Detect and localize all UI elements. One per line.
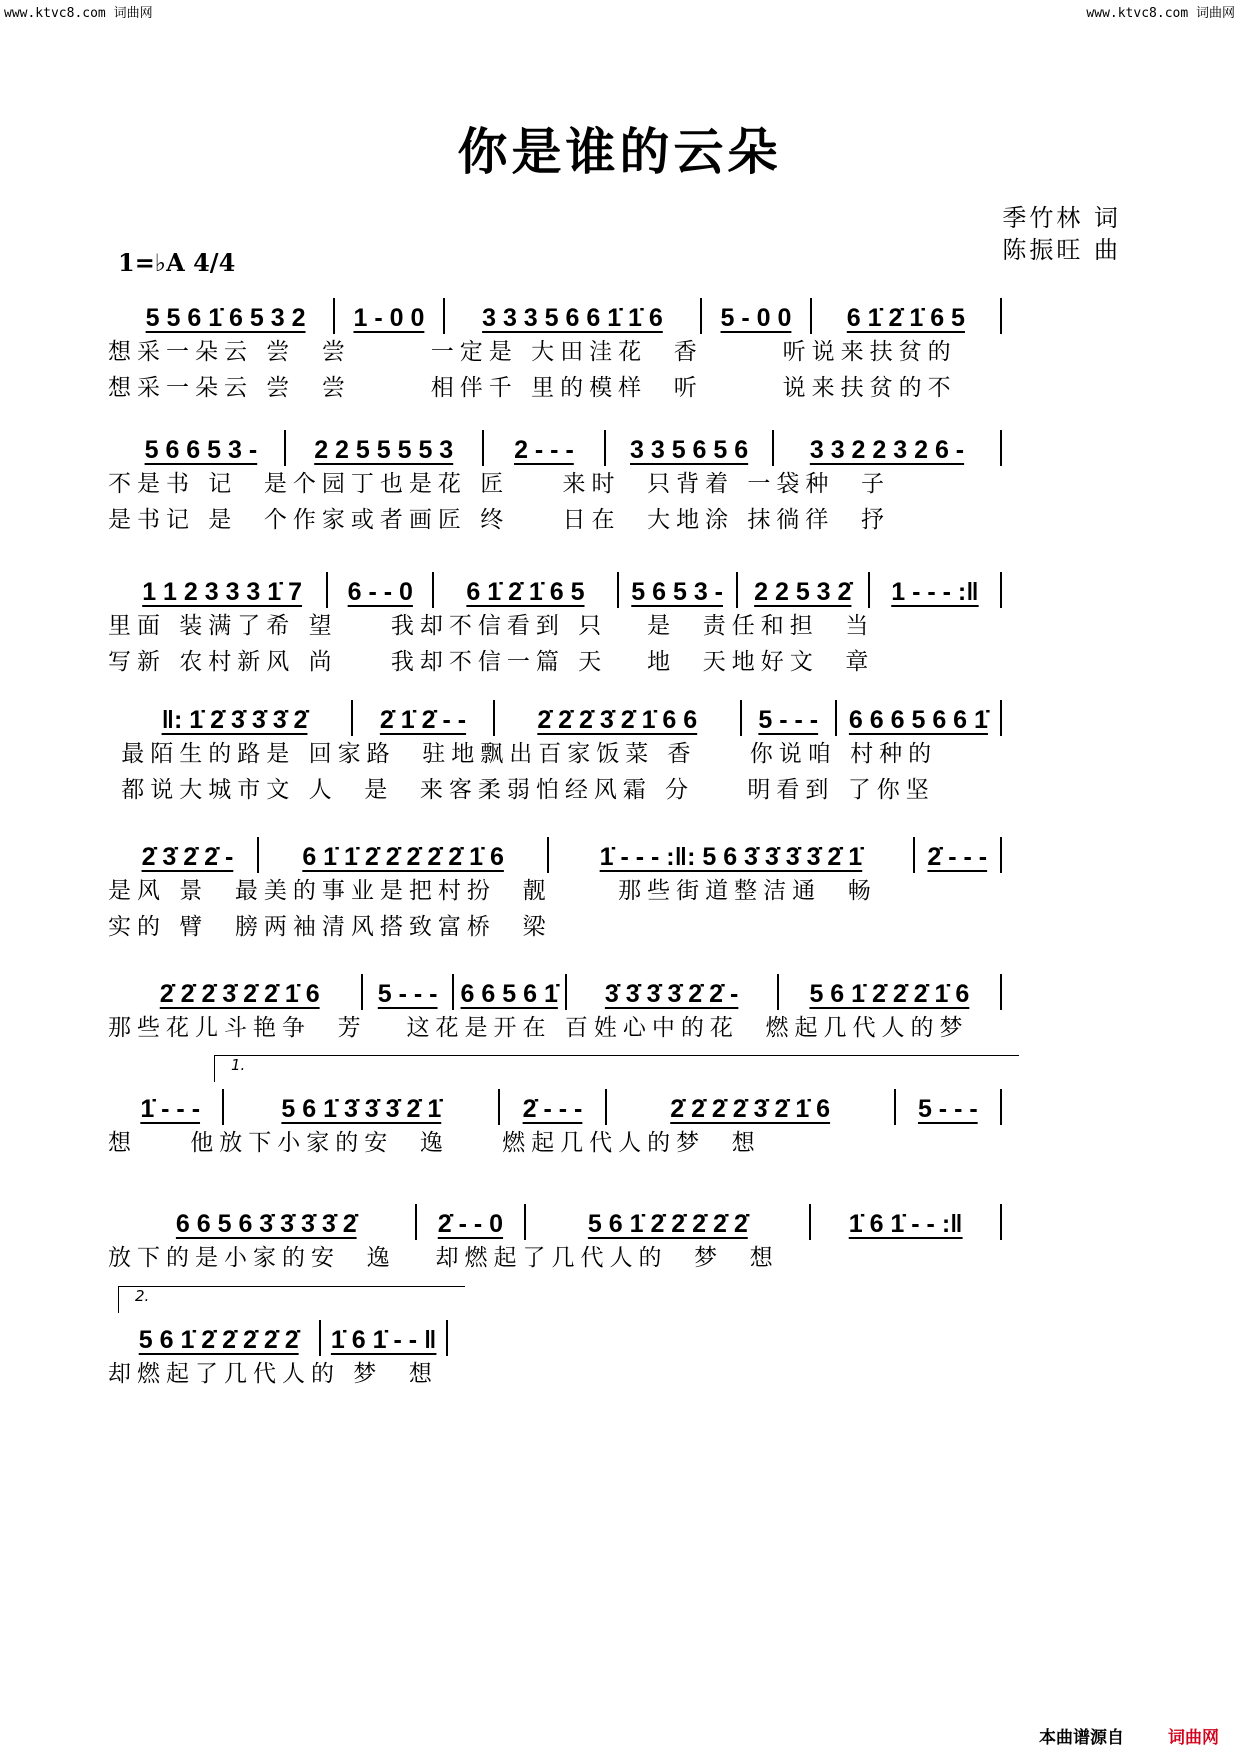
measure: 6 6 6 5 6 6 1̇: [837, 700, 1002, 736]
measure: 6 - - 0: [328, 572, 434, 608]
measure: 2̇ 2̇ 2̇ 3̇ 2̇ 2̇ 1̇ 6: [118, 974, 363, 1010]
notes-line: [118, 1204, 1002, 1240]
measure: 5 5 6 1̇ 6 5 3 2: [118, 298, 335, 334]
notes-line: [118, 1089, 1002, 1125]
lyrics-verse-2: 是书记 是 个作家或者画匠 终 日在 大地涂 抹徜徉 抒: [108, 507, 891, 533]
lyrics-verse-1: 放下的是小家的安 逸 却燃起了几代人的 梦 想: [108, 1245, 779, 1271]
lyrics-verse-1: 最陌生的路是 回家路 驻地飘出百家饭菜 香 你说咱 村种的: [108, 741, 938, 767]
score-row: [108, 430, 1002, 538]
measure: 6 6 5 6 3̇ 3̇ 3̇ 3̇ 2̇: [118, 1204, 417, 1240]
lyrics-verse-2: 实的 臂 膀两袖清风搭致富桥 梁: [108, 914, 552, 940]
lyrics-verse-2: 想采一朵云 尝 尝 相伴千 里的模样 听 说来扶贫的不: [108, 375, 957, 401]
lyricist: 季竹林 词: [1002, 204, 1121, 232]
notes-line: [118, 298, 1002, 334]
lyrics-verse-2: 都说大城市文 人 是 来客柔弱怕经风霜 分 明看到 了你坚: [108, 777, 935, 803]
measure: 5 - 0 0: [702, 298, 812, 334]
lyrics-verse-1: 想采一朵云 尝 尝 一定是 大田洼花 香 听说来扶贫的: [108, 339, 957, 365]
measure: 6 1̇ 2̇ 1̇ 6 5: [434, 572, 618, 608]
measure: 1̇ - - - :‖: 5 6 3̇ 3̇ 3̇ 3̇ 2̇ 1̇: [549, 837, 914, 873]
volta-bracket: 1.: [214, 1055, 1019, 1082]
measure: 3̇ 3̇ 3̇ 3̇ 2̇ 2̇ -: [567, 974, 779, 1010]
measure: 2 2 5 3 2̇: [738, 572, 870, 608]
measure: 2̇ 2̇ 2̇ 3̇ 2̇ 1̇ 6 6: [495, 700, 742, 736]
footer: [1039, 1723, 1219, 1748]
measure: 5 6 6 5 3 -: [118, 430, 286, 466]
measure: 2̇ 1̇ 2̇ - -: [353, 700, 495, 736]
watermark-right[interactable]: www.ktvc8.com 词曲网: [1086, 6, 1235, 21]
measure: 6 1̇ 1̇ 2̇ 2̇ 2̇ 2̇ 2̇ 1̇ 6: [259, 837, 549, 873]
measure: 2̇ 2̇ 2̇ 2̇ 3̇ 2̇ 1̇ 6: [607, 1089, 896, 1125]
measure: 2 2 5 5 5 5 3: [286, 430, 484, 466]
measure: 5 - - -: [742, 700, 837, 736]
measure: 1̇ 6 1̇ - - ‖: [321, 1320, 448, 1356]
measure: 3 3 2 2 3 2 6 -: [774, 430, 1002, 466]
measure: 1̇ 6 1̇ - - :‖: [811, 1204, 1002, 1240]
notes-line: [118, 837, 1002, 873]
measure: 1̇ - - -: [118, 1089, 224, 1125]
measure: 2̇ - - 0: [417, 1204, 527, 1240]
footer-brand[interactable]: 词曲网: [1168, 1728, 1219, 1748]
score-row: [108, 298, 1002, 406]
notes-line: [118, 572, 1002, 608]
composer: 陈振旺 曲: [1002, 236, 1121, 264]
measure: 2̇ - - -: [915, 837, 1002, 873]
measure: 5 6 1̇ 2̇ 2̇ 2̇ 2̇ 2̇: [118, 1320, 321, 1356]
score-row: [108, 700, 1002, 808]
volta-bracket: 2.: [118, 1286, 465, 1313]
measure: 2̇ 3̇ 2̇ 2̇ -: [118, 837, 259, 873]
measure: 5 6 5 3 -: [619, 572, 738, 608]
measure: 3 3 5 6 5 6: [606, 430, 774, 466]
lyrics-verse-1: 是风 景 最美的事业是把村扮 靓 那些街道整洁通 畅: [108, 878, 877, 904]
measure: 6 6 5 6 1̇: [454, 974, 567, 1010]
score-row: [108, 837, 1002, 945]
lyrics-verse-2: 写新 农村新风 尚 我却不信一篇 天 地 天地好文 章: [108, 649, 875, 675]
measure: 3 3 3 5 6 6 1̇ 1̇ 6: [445, 298, 702, 334]
measure: 1 1 2 3 3 3 1̇ 7: [118, 572, 328, 608]
measure: 5 6 1̇ 2̇ 2̇ 2̇ 2̇ 2̇: [526, 1204, 811, 1240]
score-row: [108, 974, 1002, 1046]
measure: 1 - - - :‖: [870, 572, 1002, 608]
measure: 2 - - -: [484, 430, 607, 466]
measure: 2̇ - - -: [500, 1089, 606, 1125]
measure: 6 1̇ 2̇ 1̇ 6 5: [812, 298, 1002, 334]
measure: 5 - - -: [896, 1089, 1002, 1125]
notes-line: [118, 1320, 448, 1356]
lyrics-verse-1: 里面 装满了希 望 我却不信看到 只 是 责任和担 当: [108, 613, 875, 639]
measure: 5 - - -: [363, 974, 454, 1010]
notes-line: [118, 700, 1002, 736]
score-row: [108, 1204, 1002, 1276]
lyrics-verse-1: 想 他放下小家的安 逸 燃起几代人的梦 想: [108, 1130, 761, 1156]
notes-line: [118, 974, 1002, 1010]
watermark-left[interactable]: www.ktvc8.com 词曲网: [4, 6, 153, 21]
lyrics-verse-1: 那些花儿斗艳争 芳 这花是开在 百姓心中的花 燃起几代人的梦: [108, 1015, 969, 1041]
measure: 5 6 1̇ 2̇ 2̇ 2̇ 1̇ 6: [779, 974, 1002, 1010]
lyrics-verse-1: 却燃起了几代人的 梦 想: [108, 1361, 438, 1387]
song-title: 你是谁的云朵: [457, 122, 782, 181]
lyrics-verse-1: 不是书 记 是个园丁也是花 匠 来时 只背着 一袋种 子: [108, 471, 891, 497]
measure: ‖: 1̇ 2̇ 3̇ 3̇ 3̇ 2̇: [118, 700, 353, 736]
measure: 1 - 0 0: [335, 298, 445, 334]
footer-source: 本曲谱源自: [1039, 1728, 1124, 1748]
key-signature: 1=♭A 4/4: [118, 248, 236, 277]
score-row: [108, 1056, 1002, 1161]
score-row: [108, 1287, 448, 1392]
measure: 5 6 1̇ 3̇ 3̇ 3̇ 2̇ 1̇: [224, 1089, 500, 1125]
notes-line: [118, 430, 1002, 466]
score-row: [108, 572, 1002, 680]
